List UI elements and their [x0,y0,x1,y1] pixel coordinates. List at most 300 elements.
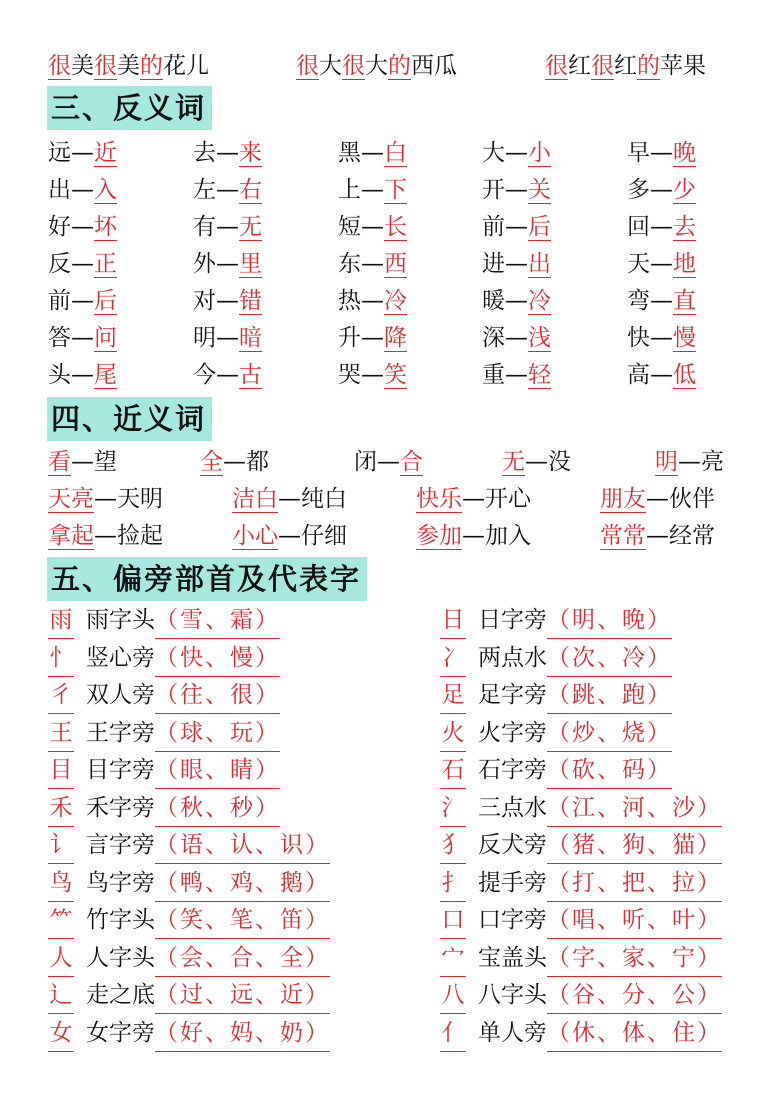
synonym-pair [416,481,531,517]
antonym-word: 多 [627,177,650,203]
antonym-pair [482,320,551,356]
antonym-answer: 入 [94,177,117,203]
antonym-pair [48,135,117,171]
radical-examples: （休、体、住） [547,1015,722,1052]
dash: — [650,362,673,388]
antonym-answer: 冷 [384,288,407,314]
antonym-pair [338,283,407,319]
dash: — [216,362,239,388]
highlighted-char: 很 [342,53,365,79]
radical-entry [48,827,330,864]
dash: — [361,177,384,203]
synonym-pair [416,518,531,554]
antonym-answer: 长 [384,214,407,240]
synonym-word: 天明 [117,486,163,512]
top-phrase-line [0,48,780,84]
radical-examples: （鸭、鸡、鹅） [155,865,330,902]
dash: — [377,449,400,475]
antonym-word: 进 [482,251,505,277]
radical: 冫 [440,640,466,677]
antonym-pair [193,320,262,356]
radical-name: 日字旁 [478,607,547,633]
synonym-word: 捡起 [117,523,163,549]
synonym-word: 小心 [232,523,278,549]
phrase-text: 红 [614,53,637,79]
antonym-answer: 后 [528,214,551,240]
antonym-pair [627,135,696,171]
synonym-word: 望 [94,449,117,475]
antonym-row [0,283,780,319]
phrase-text: 西瓜 [411,53,457,79]
antonym-row [0,135,780,171]
radical-examples: （球、玩） [155,715,280,752]
synonym-pair [655,444,724,480]
antonym-pair [48,283,117,319]
antonym-pair [193,246,262,282]
synonym-word: 闭 [354,449,377,475]
dash: — [94,486,117,512]
antonym-word: 明 [193,325,216,351]
radical-entry [440,715,672,752]
antonym-pair [482,135,551,171]
synonym-word: 都 [246,449,269,475]
radical-name: 雨字头 [86,607,155,633]
radical-examples: （往、很） [155,677,280,714]
antonym-pair [482,246,551,282]
highlighted-char: 很 [48,53,71,79]
antonym-answer: 古 [239,362,262,388]
antonym-answer: 关 [528,177,551,203]
dash: — [223,449,246,475]
radical: 女 [48,1015,74,1052]
radical-examples: （字、家、宁） [547,940,722,977]
antonym-row [0,357,780,393]
dash: — [216,251,239,277]
radical-entry [440,977,722,1014]
radical-name: 走之底 [86,982,155,1008]
radical-examples: （秋、秒） [155,790,280,827]
phrase-text: 大 [319,53,342,79]
antonym-pair [48,357,117,393]
synonym-row [0,481,780,517]
antonym-pair [627,246,696,282]
synonym-row [0,444,780,480]
antonym-pair [627,209,696,245]
radical-name: 口字旁 [478,907,547,933]
dash: — [361,214,384,240]
antonym-answer: 少 [673,177,696,203]
dash: — [650,214,673,240]
antonym-word: 暖 [482,288,505,314]
antonym-row [0,246,780,282]
radical-examples: （猪、狗、猫） [547,827,722,864]
dash: — [505,140,528,166]
highlighted-char: 很 [545,53,568,79]
synonym-pair [48,518,163,554]
radical-examples: （好、妈、奶） [155,1015,330,1052]
antonym-answer: 问 [94,325,117,351]
antonym-word: 东 [338,251,361,277]
antonym-word: 远 [48,140,71,166]
radical: 犭 [440,827,466,864]
antonym-answer: 后 [94,288,117,314]
antonym-answer: 笑 [384,362,407,388]
antonym-answer: 白 [384,140,407,166]
antonym-pair [338,320,407,356]
antonym-word: 回 [627,214,650,240]
dash: — [650,325,673,351]
antonym-answer: 里 [239,251,262,277]
antonym-answer: 无 [239,214,262,240]
antonym-word: 开 [482,177,505,203]
radical-examples: （眼、睛） [155,752,280,789]
antonym-pair [338,209,407,245]
antonym-word: 升 [338,325,361,351]
antonym-word: 有 [193,214,216,240]
radical-examples: （过、远、近） [155,977,330,1014]
dash: — [505,362,528,388]
antonym-word: 弯 [627,288,650,314]
dash: — [216,177,239,203]
highlighted-char: 很 [296,53,319,79]
dash: — [71,449,94,475]
synonym-word: 明 [655,449,678,475]
section-heading-synonyms: 四、近义词 [47,397,212,441]
dash: — [505,251,528,277]
synonym-pair [354,444,423,480]
dash: — [278,486,301,512]
antonym-word: 重 [482,362,505,388]
antonym-row [0,209,780,245]
radical-name: 女字旁 [86,1019,155,1046]
antonym-pair [627,320,696,356]
dash: — [505,177,528,203]
antonym-pair [48,209,117,245]
dash: — [646,523,669,549]
radical-examples: （雪、霜） [155,602,280,639]
dash: — [462,523,485,549]
antonym-row [0,172,780,208]
dash: — [361,251,384,277]
dash: — [505,214,528,240]
synonym-word: 经常 [669,523,715,549]
antonym-pair [193,357,262,393]
synonym-word: 伙伴 [669,486,715,512]
radical: 八 [440,977,466,1014]
antonym-pair [193,283,262,319]
radical-entry [48,640,280,677]
dash: — [94,523,117,549]
synonym-pair [48,444,117,480]
antonym-word: 短 [338,214,361,240]
antonym-word: 左 [193,177,216,203]
radical: 讠 [48,827,74,864]
antonym-pair [338,135,407,171]
synonym-word: 全 [200,449,223,475]
synonym-word: 亮 [701,449,724,475]
radical-name: 提手旁 [478,869,547,896]
radical-entry [440,902,722,939]
antonym-pair [48,320,117,356]
synonym-pair [502,444,571,480]
radical-entry [440,790,722,827]
radical: 亻 [440,1015,466,1052]
radical-name: 反犬旁 [478,832,547,858]
antonym-word: 去 [193,140,216,166]
antonym-word: 前 [482,214,505,240]
synonym-word: 天亮 [48,486,94,512]
antonym-answer: 来 [239,140,262,166]
radical-entry [440,640,672,677]
section-heading-antonyms: 三、反义词 [47,86,212,130]
antonym-answer: 尾 [94,362,117,388]
antonym-answer: 右 [239,177,262,203]
antonym-row [0,320,780,356]
radical-entry [48,752,280,789]
dash: — [216,325,239,351]
radical-entry [48,677,280,714]
radical-entry [440,677,672,714]
radical-name: 两点水 [478,644,547,671]
radical-name: 竖心旁 [86,644,155,671]
radical-examples: （笑、笔、笛） [155,902,330,939]
radical-name: 鸟字旁 [86,869,155,896]
synonym-word: 拿起 [48,523,94,549]
dash: — [462,486,485,512]
dash: — [361,362,384,388]
radical-examples: （砍、码） [547,752,672,789]
antonym-pair [627,357,696,393]
antonym-answer: 冷 [528,288,551,314]
radical: 王 [48,715,74,752]
synonym-word: 没 [548,449,571,475]
synonym-pair [232,481,347,517]
synonym-word: 合 [400,449,423,475]
synonym-word: 常常 [600,523,646,549]
radical: 鸟 [48,865,74,902]
radical: ⺮ [48,902,74,939]
antonym-answer: 去 [673,214,696,240]
radical-name: 八字头 [478,982,547,1008]
radical: 足 [440,677,466,714]
dash: — [361,288,384,314]
radical-entry [48,602,280,639]
radical: 雨 [48,602,74,639]
synonym-pair [600,481,715,517]
dash: — [71,251,94,277]
radical-entry [48,902,330,939]
dash: — [505,288,528,314]
radical: 宀 [440,940,466,977]
radical-examples: （谷、分、公） [547,977,722,1014]
dash: — [216,288,239,314]
phrase-text: 大 [365,53,388,79]
radical-name: 言字旁 [86,832,155,858]
radical-examples: （明、晚） [547,602,672,639]
antonym-answer: 地 [673,251,696,277]
dash: — [71,288,94,314]
antonym-word: 早 [627,140,650,166]
antonym-word: 黑 [338,140,361,166]
radical-entry [440,602,672,639]
dash: — [650,140,673,166]
antonym-word: 高 [627,362,650,388]
dash: — [71,362,94,388]
dash: — [650,288,673,314]
antonym-word: 外 [193,251,216,277]
antonym-word: 天 [627,251,650,277]
antonym-pair [482,172,551,208]
antonym-pair [482,357,551,393]
antonym-pair [482,283,551,319]
antonym-word: 反 [48,251,71,277]
highlighted-char: 的 [140,53,163,79]
dash: — [505,325,528,351]
highlighted-char: 很 [94,53,117,79]
synonym-word: 快乐 [416,486,462,512]
radical-entry [440,1015,722,1052]
phrase [545,48,706,84]
radical-name: 足字旁 [478,682,547,708]
phrase-text: 美 [71,53,94,79]
synonym-row [0,518,780,554]
synonym-pair [600,518,715,554]
radical-name: 单人旁 [478,1019,547,1046]
synonym-word: 无 [502,449,525,475]
synonym-pair [232,518,347,554]
antonym-answer: 错 [239,288,262,314]
antonym-answer: 直 [673,288,696,314]
antonym-word: 上 [338,177,361,203]
antonym-answer: 暗 [239,325,262,351]
radical: 氵 [440,790,466,827]
antonym-answer: 轻 [528,362,551,388]
radical-examples: （快、慢） [155,640,280,677]
dash: — [361,140,384,166]
synonym-pair [48,481,163,517]
radical-name: 石字旁 [478,757,547,783]
phrase [296,48,457,84]
phrase [48,48,209,84]
antonym-pair [482,209,551,245]
antonym-answer: 坏 [94,214,117,240]
antonym-word: 头 [48,362,71,388]
radical: 火 [440,715,466,752]
phrase-text: 苹果 [660,53,706,79]
antonym-word: 答 [48,325,71,351]
antonym-word: 快 [627,325,650,351]
dash: — [216,214,239,240]
radical-entry [440,940,722,977]
phrase-text: 红 [568,53,591,79]
radical-examples: （唱、听、叶） [547,902,722,939]
phrase-text: 花儿 [163,53,209,79]
synonym-word: 看 [48,449,71,475]
synonym-pair [200,444,269,480]
antonym-answer: 小 [528,140,551,166]
antonym-word: 深 [482,325,505,351]
radical-examples: （会、合、全） [155,940,330,977]
radical-name: 双人旁 [86,682,155,708]
radical-entry [48,977,330,1014]
antonym-answer: 慢 [673,325,696,351]
antonym-pair [193,209,262,245]
synonym-word: 参加 [416,523,462,549]
antonym-word: 热 [338,288,361,314]
antonym-answer: 浅 [528,325,551,351]
antonym-pair [338,357,407,393]
radical-entry [440,827,722,864]
antonym-word: 好 [48,214,71,240]
synonym-word: 朋友 [600,486,646,512]
dash: — [71,140,94,166]
radical-name: 王字旁 [86,719,155,746]
radical-entry [48,790,280,827]
radical-examples: （跳、跑） [547,677,672,714]
radical: 日 [440,602,466,639]
radical: 忄 [48,640,74,677]
radical-entry [440,752,672,789]
radical-name: 宝盖头 [478,944,547,971]
radical: 禾 [48,790,74,827]
antonym-answer: 低 [673,362,696,388]
highlighted-char: 的 [637,53,660,79]
dash: — [361,325,384,351]
antonym-answer: 降 [384,325,407,351]
antonym-pair [338,246,407,282]
antonym-word: 哭 [338,362,361,388]
radical-name: 三点水 [478,794,547,821]
antonym-word: 大 [482,140,505,166]
radical-examples: （江、河、沙） [547,790,722,827]
radical-name: 目字旁 [86,757,155,783]
antonym-answer: 西 [384,251,407,277]
radical-name: 人字头 [86,944,155,971]
antonym-pair [193,172,262,208]
dash: — [525,449,548,475]
radical: 彳 [48,677,74,714]
synonym-word: 仔细 [301,523,347,549]
radical-name: 火字旁 [478,719,547,746]
antonym-answer: 晚 [673,140,696,166]
radical: 口 [440,902,466,939]
radical: 石 [440,752,466,789]
dash: — [650,251,673,277]
antonym-pair [193,135,262,171]
antonym-answer: 出 [528,251,551,277]
radical: 目 [48,752,74,789]
antonym-pair [338,172,407,208]
antonym-pair [627,172,696,208]
antonym-word: 出 [48,177,71,203]
radical-examples: （次、冷） [547,640,672,677]
radical-entry [440,865,722,902]
radical-entry [48,940,330,977]
highlighted-char: 很 [591,53,614,79]
highlighted-char: 的 [388,53,411,79]
radical-entry [48,715,280,752]
antonym-word: 今 [193,362,216,388]
antonym-pair [48,246,117,282]
antonym-word: 前 [48,288,71,314]
antonym-answer: 下 [384,177,407,203]
dash: — [650,177,673,203]
synonym-word: 加入 [485,523,531,549]
dash: — [71,325,94,351]
synonym-word: 洁白 [232,486,278,512]
radical-examples: （语、认、识） [155,827,330,864]
radical: 扌 [440,865,466,902]
